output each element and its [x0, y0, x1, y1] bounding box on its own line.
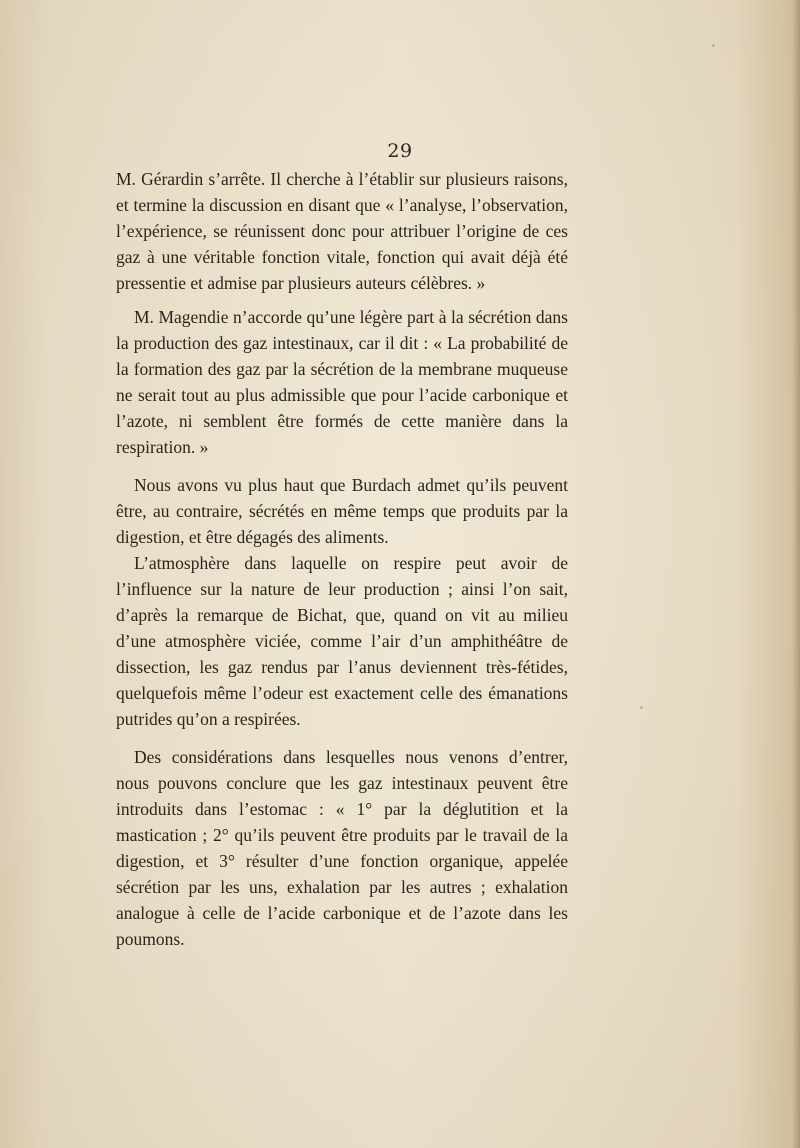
- page-number: 29: [387, 140, 413, 162]
- paragraph: Nous avons vu plus haut que Burdach admet qu’ils peuvent être, au contraire, sécrétés en même temps que produits par la digestion, et être dégagés des aliments.: [116, 475, 568, 547]
- paper-speck: [640, 706, 643, 709]
- paragraph: M. Magendie n’accorde qu’une légère part à la sécrétion dans la production des gaz intestinaux, car il dit : « La probabilité de la formation des gaz par la sécrétion de la membrane muqueuse ne serait tout au plus admissible que pour l’acide carbonique et l’azote, ni semblent être formés de cette manière dans la respiration. »: [116, 307, 568, 457]
- paper-speck: [712, 44, 715, 47]
- paragraph: L’atmosphère dans laquelle on respire peut avoir de l’influence sur la nature de leur production ; ainsi l’on sait, d’après la remarque de Bichat, que, quand on vit au milieu d’une atmosphère viciée, comme l’air d’un amphithéâtre de dissection, les gaz rendus par l’anus deviennent très-fétides, quelquefois même l’odeur est exactement celle des émanations putrides qu’on a respirées.: [116, 553, 568, 729]
- paragraph: M. Gérardin s’arrête. Il cherche à l’établir sur plusieurs raisons, et termine la discussion en disant que « l’analyse, l’observation, l’expérience, se réunissent donc pour attribuer l’origine de ces gaz à une véritable fonction vitale, fonction qui avait déjà été pressentie et admise par plusieurs auteurs célèbres. »: [116, 169, 568, 293]
- paragraph: Des considérations dans lesquelles nous venons d’entrer, nous pouvons conclure que les gaz intestinaux peuvent être introduits dans l’estomac : « 1° par la déglutition et la mastication ; 2° qu’ils peuvent être produits par le travail de la digestion, et 3° résulter d’une fonction organique, appelée sécrétion par les uns, exhalation par les autres ; exhalation analogue à celle de l’acide carbonique et de l’azote dans les poumons.: [116, 747, 568, 949]
- page-edge-shadow: [792, 0, 800, 1148]
- body-text: [116, 166, 568, 952]
